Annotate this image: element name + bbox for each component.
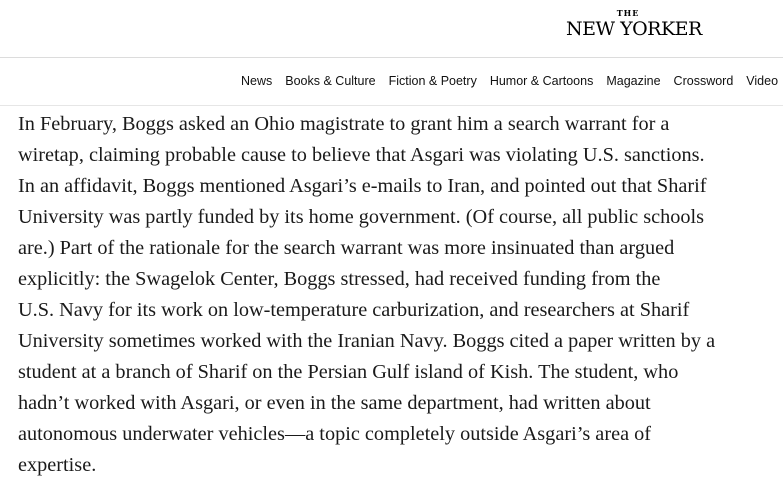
nav-item-humor-cartoons[interactable]: Humor & Cartoons — [489, 74, 594, 88]
article-line: University was partly funded by its home government. (Of course, all public schools — [18, 206, 705, 228]
article-line: expertise. — [18, 454, 97, 476]
nav-item-video[interactable]: Video — [746, 74, 779, 88]
nav-item-crossword[interactable]: Crossword — [673, 74, 734, 88]
article-line: student at a branch of Sharif on the Persian Gulf island of Kish. The student, who — [18, 361, 679, 383]
article-line: autonomous underwater vehicles—a topic completely outside Asgari’s area of — [18, 423, 652, 445]
article-body — [18, 109, 768, 480]
nav-item-fiction-poetry[interactable]: Fiction & Poetry — [388, 74, 477, 88]
nav-item-books-culture[interactable]: Books & Culture — [285, 74, 376, 88]
article-paragraph — [18, 109, 768, 480]
article-line: U.S. Navy for its work on low-temperature carburization, and researchers at Sharif — [18, 299, 690, 321]
nav-item-news[interactable]: News — [241, 74, 273, 88]
article-line: University sometimes worked with the Iranian Navy. Boggs cited a paper written by a — [18, 330, 716, 352]
article-line: In an affidavit, Boggs mentioned Asgari’s e-mails to Iran, and pointed out that Sharif — [18, 175, 707, 197]
site-header — [0, 0, 783, 58]
article-line: are.) Part of the rationale for the search warrant was more insinuated than argued — [18, 237, 675, 259]
main-nav — [0, 58, 783, 106]
logo-the-text: THE — [616, 8, 640, 18]
nav-items — [241, 74, 783, 88]
nav-item-magazine[interactable]: Magazine — [606, 74, 661, 88]
article-line: In February, Boggs asked an Ohio magistrate to grant him a search warrant for a — [18, 113, 670, 135]
article-line: wiretap, claiming probable cause to believe that Asgari was violating U.S. sanctions. — [18, 144, 705, 166]
article-line: hadn’t worked with Asgari, or even in the same department, had written about — [18, 392, 651, 414]
new-yorker-logo[interactable] — [566, 8, 702, 43]
logo-main-text: NEW YORKER — [566, 18, 702, 40]
article-line: explicitly: the Swagelok Center, Boggs stressed, had received funding from the — [18, 268, 661, 290]
